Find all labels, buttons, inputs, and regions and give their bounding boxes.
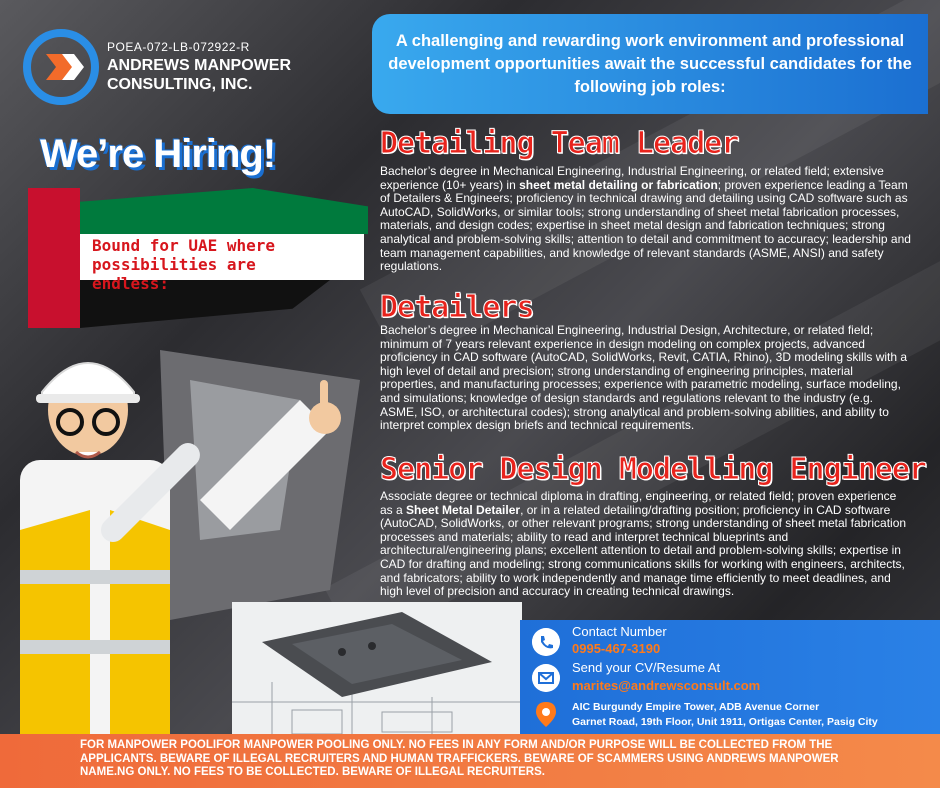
company-logo-icon xyxy=(22,28,100,106)
job-title-detailing-team-leader: Detailing Team Leader xyxy=(380,126,739,161)
flag-green-band xyxy=(80,188,368,234)
office-address-line-2: Garnet Road, 19th Floor, Unit 1911, Ortigas Center, Pasig City xyxy=(572,716,878,728)
mail-icon xyxy=(532,664,560,692)
company-name: ANDREWS MANPOWER CONSULTING, INC. xyxy=(107,57,291,93)
job-desc-text: , or in a related detailing/drafting position; proficiency in CAD software (AutoCAD, SolidWorks, or other relevant programs; strong understanding of sheet metal fabrication processes and materials; ability to read and interpret technical blueprints and architectural/engineering plans; excellent attention to detail and problem-solving skills; expertise in CAD for drafting and modeling; strong communications skills for working with engineers, architects, and fabricators; ability to work independently and manage time efficiently to meet deadlines, and high level of precision and accuracy in creating technical drawings. xyxy=(380,502,907,599)
job-desc-senior-design-modelling-engineer xyxy=(380,490,912,599)
job-title-detailers: Detailers xyxy=(380,290,534,325)
disclaimer-footer: FOR MANPOWER POOLIFOR MANPOWER POOLING ONLY. NO FEES IN ANY FORM AND/OR PURPOSE WILL BE COLLECTED FROM THE APPLICANTS. BEWARE OF ILLEGAL RECRUITERS AND HUMAN TRAFFICKERS. BEWARE OF SCAMMERS USING ANDREWS MANPOWER NAME.NG ONLY. NO FEES TO BE COLLECTED. BEWARE OF ILLEGAL RECRUITERS. xyxy=(0,734,940,788)
intro-banner: A challenging and rewarding work environment and professional development opportunities await the successful candidates for the following job roles: xyxy=(372,14,928,114)
hiring-headline: We’re Hiring! xyxy=(40,132,276,176)
sheet-metal-drawing-image xyxy=(232,602,522,740)
location-pin-icon xyxy=(532,700,560,728)
job-desc-text: ; proven experience leading a Team of Detailers & Engineers; proficiency in technical drawing and detailing using CAD software such as AutoCAD, SolidWorks, or similar tools; strong understanding of sheet metal fabrication processes, materials, and design codes; expertise in sheet metal design and fabrication techniques; strong analytical and problem-solving skills; attention to detail and commitment to accuracy; leadership and team management capabilities, and knowledge of relevant standards (ASME, ANSI) and safety regulations. xyxy=(380,177,911,274)
job-title-senior-design-modelling-engineer: Senior Design Modelling Engineer xyxy=(380,452,926,487)
job-desc-detailing-team-leader xyxy=(380,165,912,274)
flag-red-band xyxy=(28,188,80,328)
contact-email[interactable]: marites@andrewsconsult.com xyxy=(572,678,761,693)
phone-icon xyxy=(532,628,560,656)
job-desc-detailers: Bachelor’s degree in Mechanical Engineering, Industrial Design, Architecture, or related field; minimum of 7 years relevant experience in design modeling on complex projects, advanced proficiency in CAD software (AutoCAD, SolidWorks, Revit, CATIA, Rhino), 3D modeling skills with a high level of detail and precision; strong understanding of engineering principles, material properties, and manufacturing processes; experience with parametric modeling, surface modeling, and simulations; knowledge of design standards and regulations relevant to the industry (e.g. ASME, ISO, or architectural codes); strong analytical and problem-solving abilities, and ability to interpret complex design briefs and technical requirements. xyxy=(380,323,908,433)
bound-for-uae-text: Bound for UAE where possibilities are endless: xyxy=(92,236,276,293)
office-address-line-1: AIC Burgundy Empire Tower, ADB Avenue Corner xyxy=(572,701,820,713)
contact-number[interactable]: 0995-467-3190 xyxy=(572,641,661,656)
job-desc-text: Associate degree or technical diploma in drafting, engineering, or related field; proven experience as a xyxy=(380,489,897,517)
company-header xyxy=(107,40,291,94)
job-desc-emphasis: sheet metal detailing or fabrication xyxy=(519,177,718,192)
poea-license: POEA-072-LB-072922-R xyxy=(107,40,250,54)
job-desc-text: Bachelor’s degree in Mechanical Engineering, Industrial Engineering, or related field; extensive experience (10+ years) in xyxy=(380,164,884,192)
contact-number-label: Contact Number xyxy=(572,624,667,639)
send-cv-label: Send your CV/Resume At xyxy=(572,660,721,675)
contact-panel xyxy=(520,620,940,734)
job-desc-emphasis: Sheet Metal Detailer xyxy=(406,502,521,517)
